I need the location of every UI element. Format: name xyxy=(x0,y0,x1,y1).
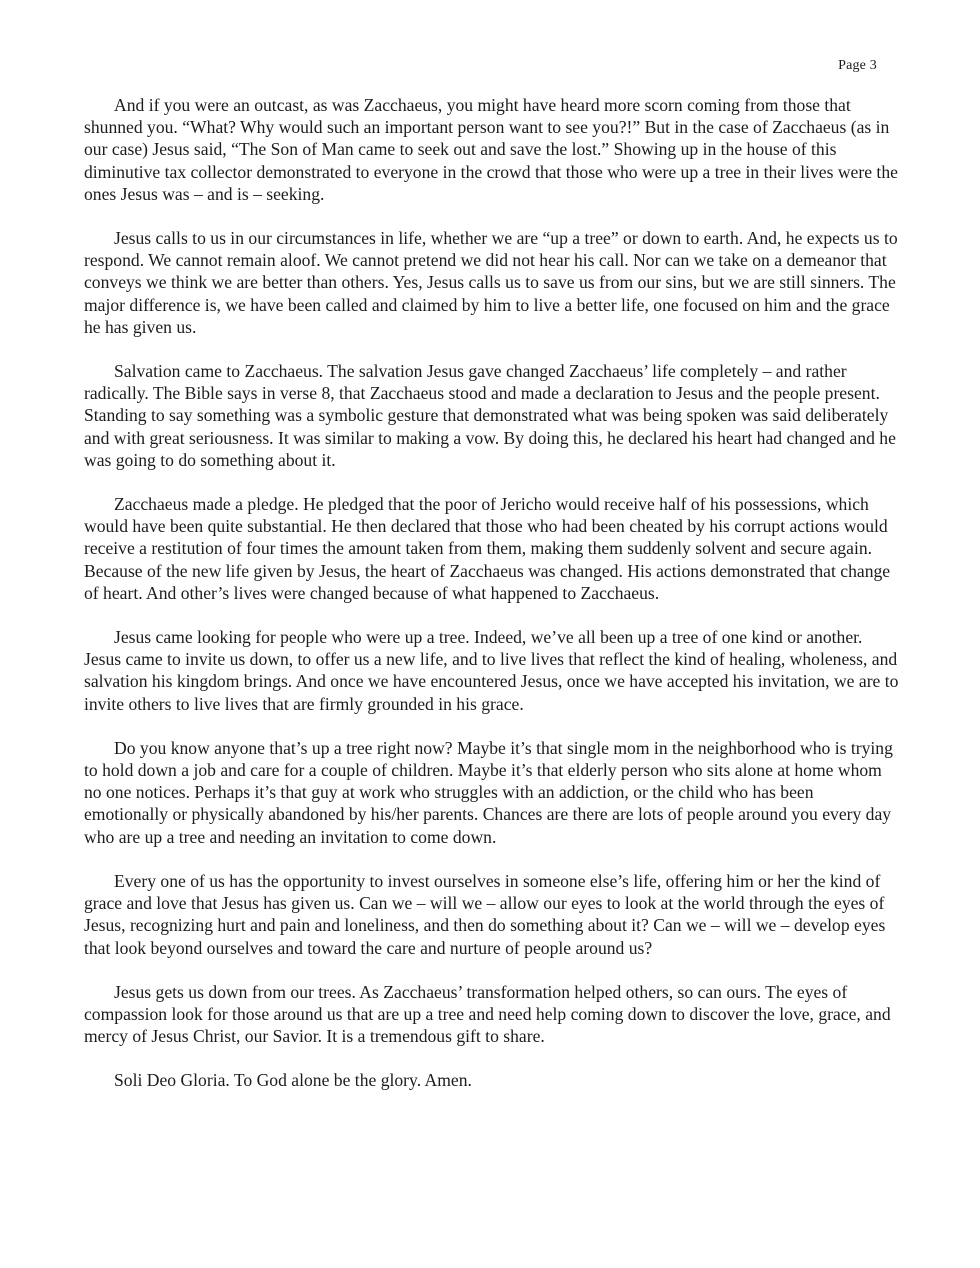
page-number: Page 3 xyxy=(838,58,877,73)
paragraph-down-from-trees: Jesus gets us down from our trees. As Zacchaeus’ transformation helped others, so can ours. The eyes of compassion look for those around us that are up a tree and need help coming down to discover the love, grace, and mercy of Jesus Christ, our Savior. It is a tremendous gift to share. xyxy=(84,981,891,1047)
paragraph-up-a-tree: Jesus came looking for people who were up a tree. Indeed, we’ve all been up a tree of one kind or another. Jesus came to invite us down, to offer us a new life, and to live lives that reflect the kind of healing, wholeness, and salvation his kingdom brings. And once we have encountered Jesus, once we have accepted his invitation, we are to invite others to live lives that are firmly grounded in his grace. xyxy=(84,627,899,714)
closing-line: Soli Deo Gloria. To God alone be the glory. Amen. xyxy=(114,1070,472,1091)
sermon-body xyxy=(84,94,900,1114)
paragraph-salvation: Salvation came to Zacchaeus. The salvation Jesus gave changed Zacchaeus’ life completely – and rather radically. The Bible says in verse 8, that Zacchaeus stood and made a declaration to Jesus and the people present. Standing to say something was a symbolic gesture that demonstrated what was being spoken was said deliberately and with great seriousness. It was similar to making a vow. By doing this, he declared his heart had changed and he was going to do something about it. xyxy=(84,361,896,470)
paragraph-do-you-know: Do you know anyone that’s up a tree right now? Maybe it’s that single mom in the neighborhood who is trying to hold down a job and care for a couple of children. Maybe it’s that elderly person who sits alone at home whom no one notices. Perhaps it’s that guy at work who struggles with an addiction, or the child who has been emotionally or physically abandoned by his/her parents. Chances are there are lots of people around you every day who are up a tree and needing an invitation to come down. xyxy=(84,737,893,847)
paragraph-pledge: Zacchaeus made a pledge. He pledged that the poor of Jericho would receive half of his possessions, which would have been quite substantial. He then declared that those who had been cheated by his corrupt actions would receive a restitution of four times the amount taken from them, making them suddenly solvent and secure again. Because of the new life given by Jesus, the heart of Zacchaeus was changed. His actions demonstrated that change of heart. And other’s lives were changed because of what happened to Zacchaeus. xyxy=(84,494,891,603)
paragraph-jesus-calls: Jesus calls to us in our circumstances in life, whether we are “up a tree” or down to earth. And, he expects us to respond. We cannot remain aloof. We cannot pretend we did not hear his call. Nor can we take on a demeanor that conveys we think we are better than others. Yes, Jesus calls us to save us from our sins, but we are still sinners. The major difference is, we have been called and claimed by him to live a better life, one focused on him and the grace he has given us. xyxy=(84,228,898,337)
paragraph-opportunity: Every one of us has the opportunity to invest ourselves in someone else’s life, offering him or her the kind of grace and love that Jesus has given us. Can we – will we – allow our eyes to look at the world through the eyes of Jesus, recognizing hurt and pain and loneliness, and then do something about it? Can we – will we – develop eyes that look beyond ourselves and toward the care and nurture of people around us? xyxy=(84,870,886,958)
paragraph-outcast: And if you were an outcast, as was Zacchaeus, you might have heard more scorn coming from those that shunned you. “What? Why would such an important person want to see you?!” But in the case of Zacchaeus (as in our case) Jesus said, “The Son of Man came to seek out and save the lost.” Showing up in the house of this diminutive tax collector demonstrated to everyone in the crowd that those who were up a tree in their lives were the ones Jesus was – and is – seeking. xyxy=(84,95,898,204)
